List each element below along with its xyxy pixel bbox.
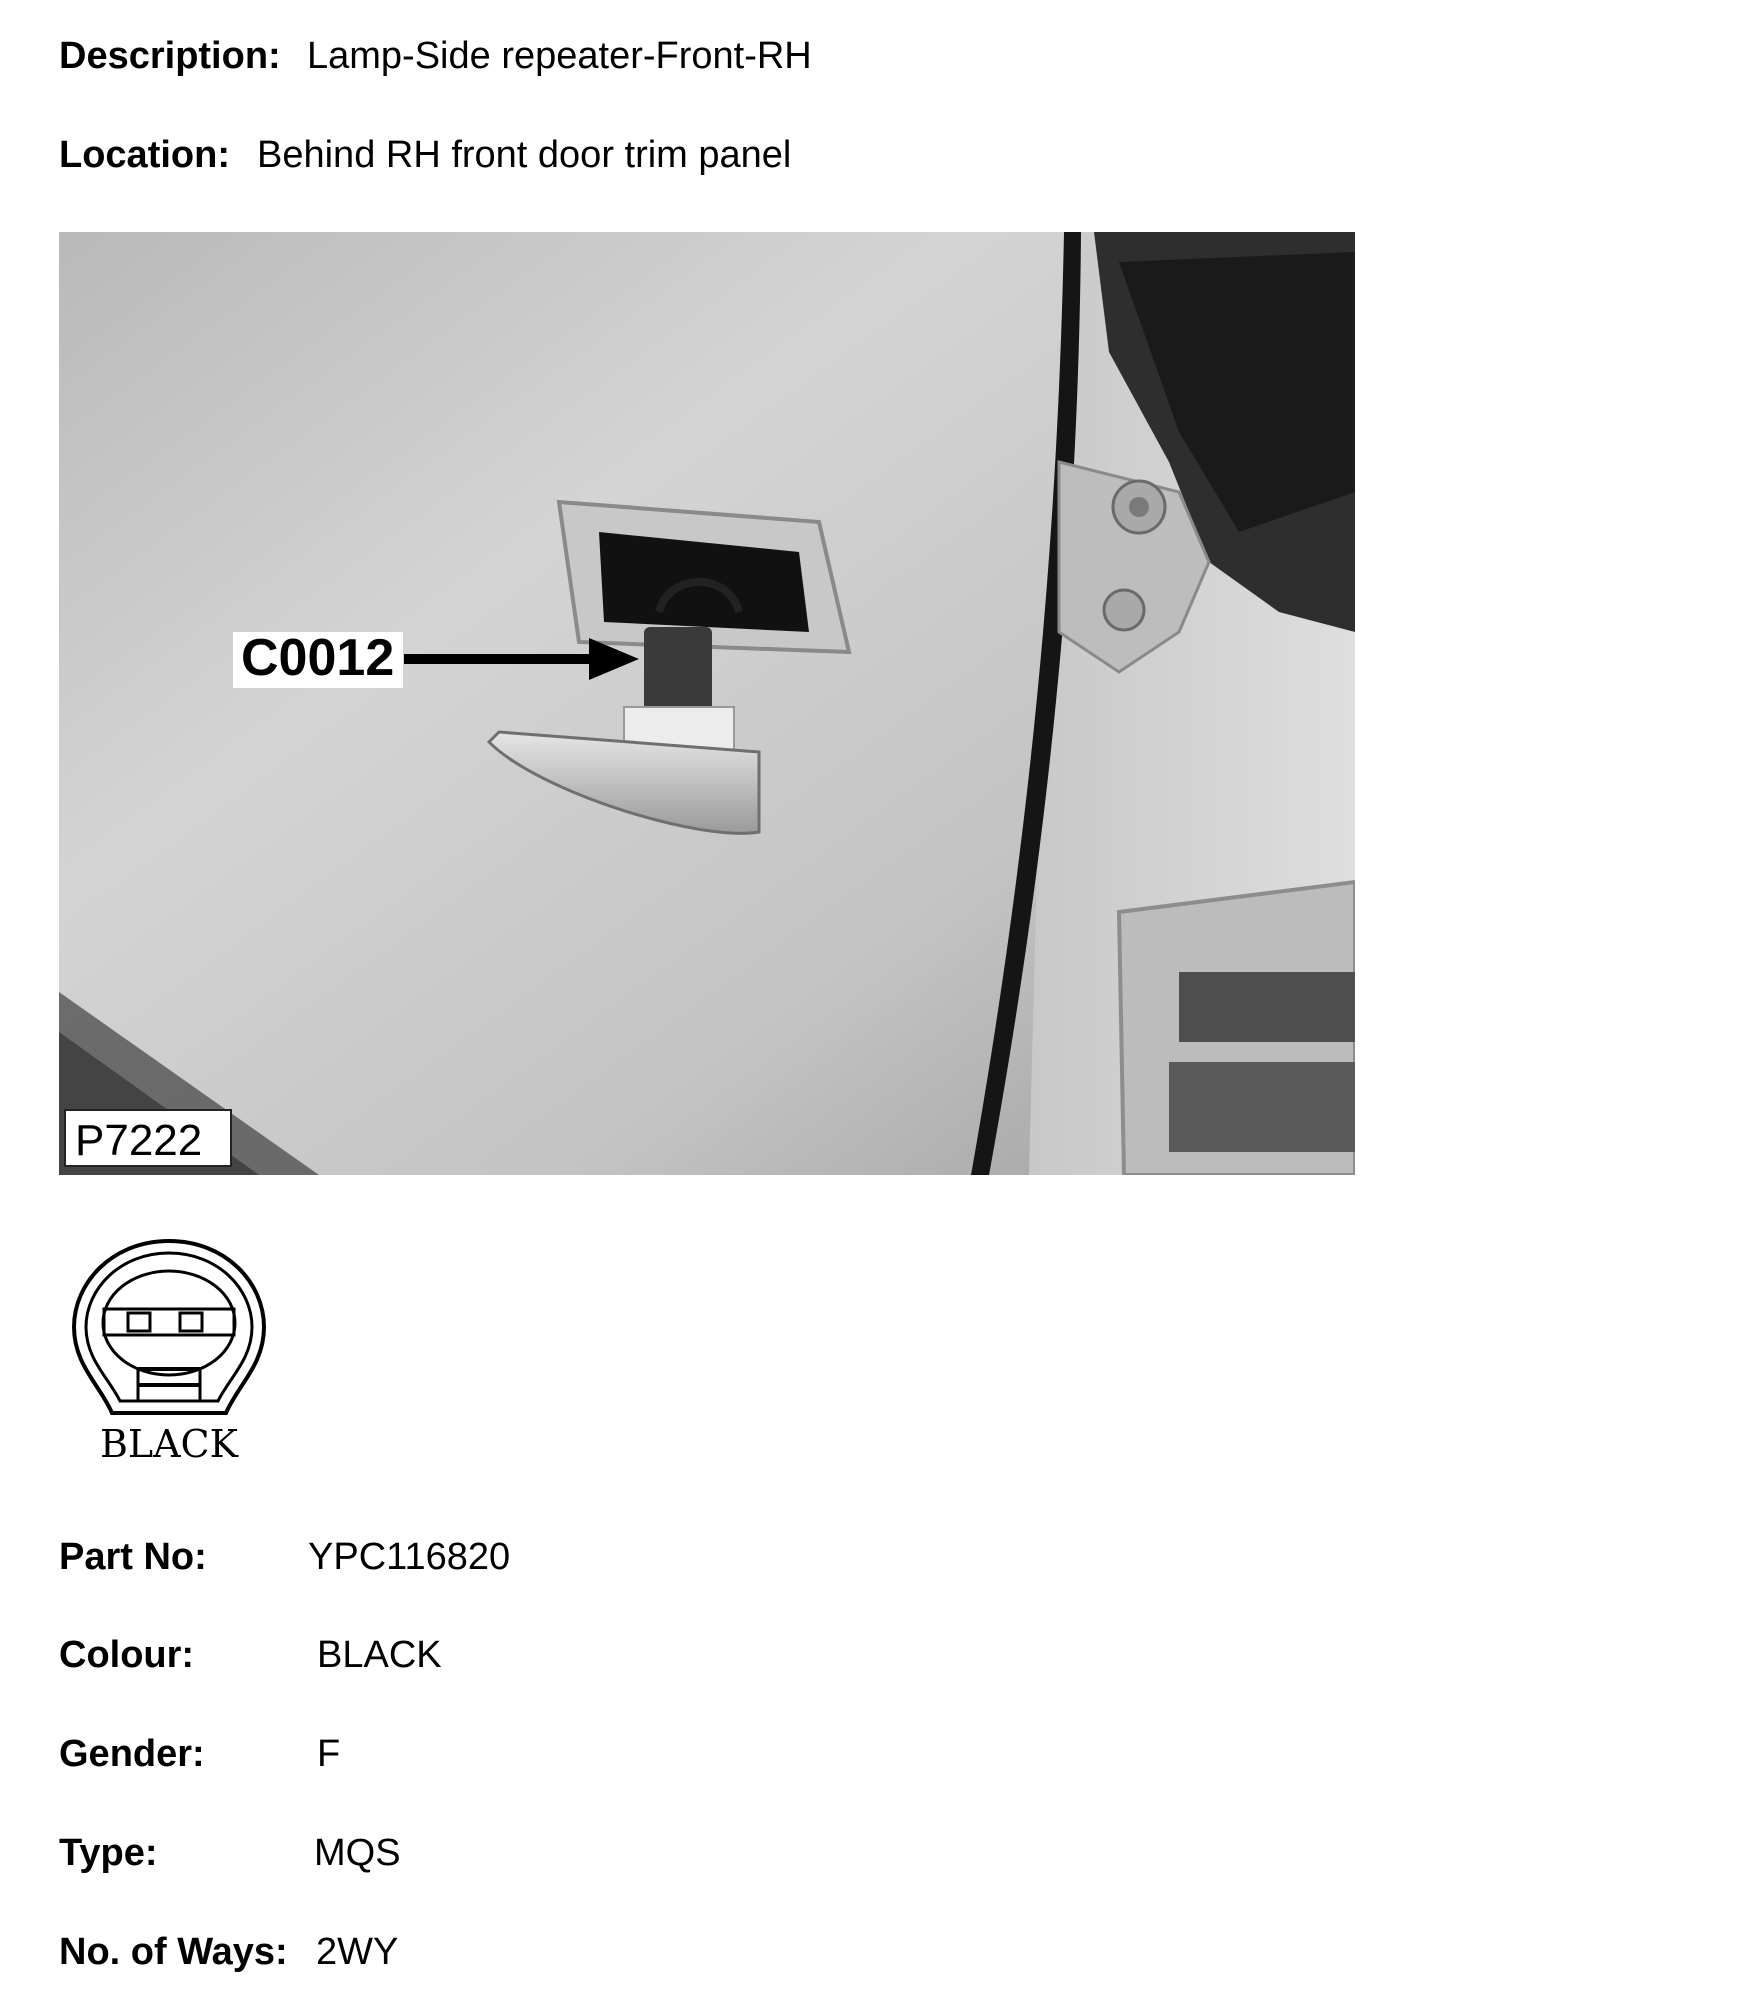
spec-row-colour	[59, 1633, 442, 1677]
spec-row-part-no	[59, 1535, 511, 1579]
location-value: Behind RH front door trim panel	[257, 134, 792, 176]
colour-value: BLACK	[317, 1634, 442, 1676]
colour-label: Colour:	[59, 1634, 195, 1676]
spec-row-gender	[59, 1732, 341, 1776]
gender-label: Gender:	[59, 1733, 205, 1775]
description-value: Lamp-Side repeater-Front-RH	[307, 35, 812, 77]
location-label: Location:	[59, 134, 230, 176]
callout-label: C0012	[241, 629, 395, 687]
part-no-value: YPC116820	[308, 1536, 511, 1578]
location-photo	[59, 232, 1355, 1175]
connector-colour-label: BLACK	[99, 1422, 239, 1465]
spec-row-type	[59, 1831, 401, 1875]
ways-label: No. of Ways:	[59, 1931, 288, 1973]
description-row	[59, 34, 812, 78]
gender-value: F	[317, 1733, 341, 1775]
connector-face-icon	[66, 1235, 272, 1465]
ways-value: 2WY	[316, 1931, 399, 1973]
spec-row-ways	[59, 1930, 399, 1974]
location-row	[59, 133, 792, 177]
type-label: Type:	[59, 1832, 158, 1874]
photo-ref-label: P7222	[75, 1116, 203, 1165]
type-value: MQS	[314, 1832, 401, 1874]
description-label: Description:	[59, 35, 281, 77]
part-no-label: Part No:	[59, 1536, 207, 1578]
